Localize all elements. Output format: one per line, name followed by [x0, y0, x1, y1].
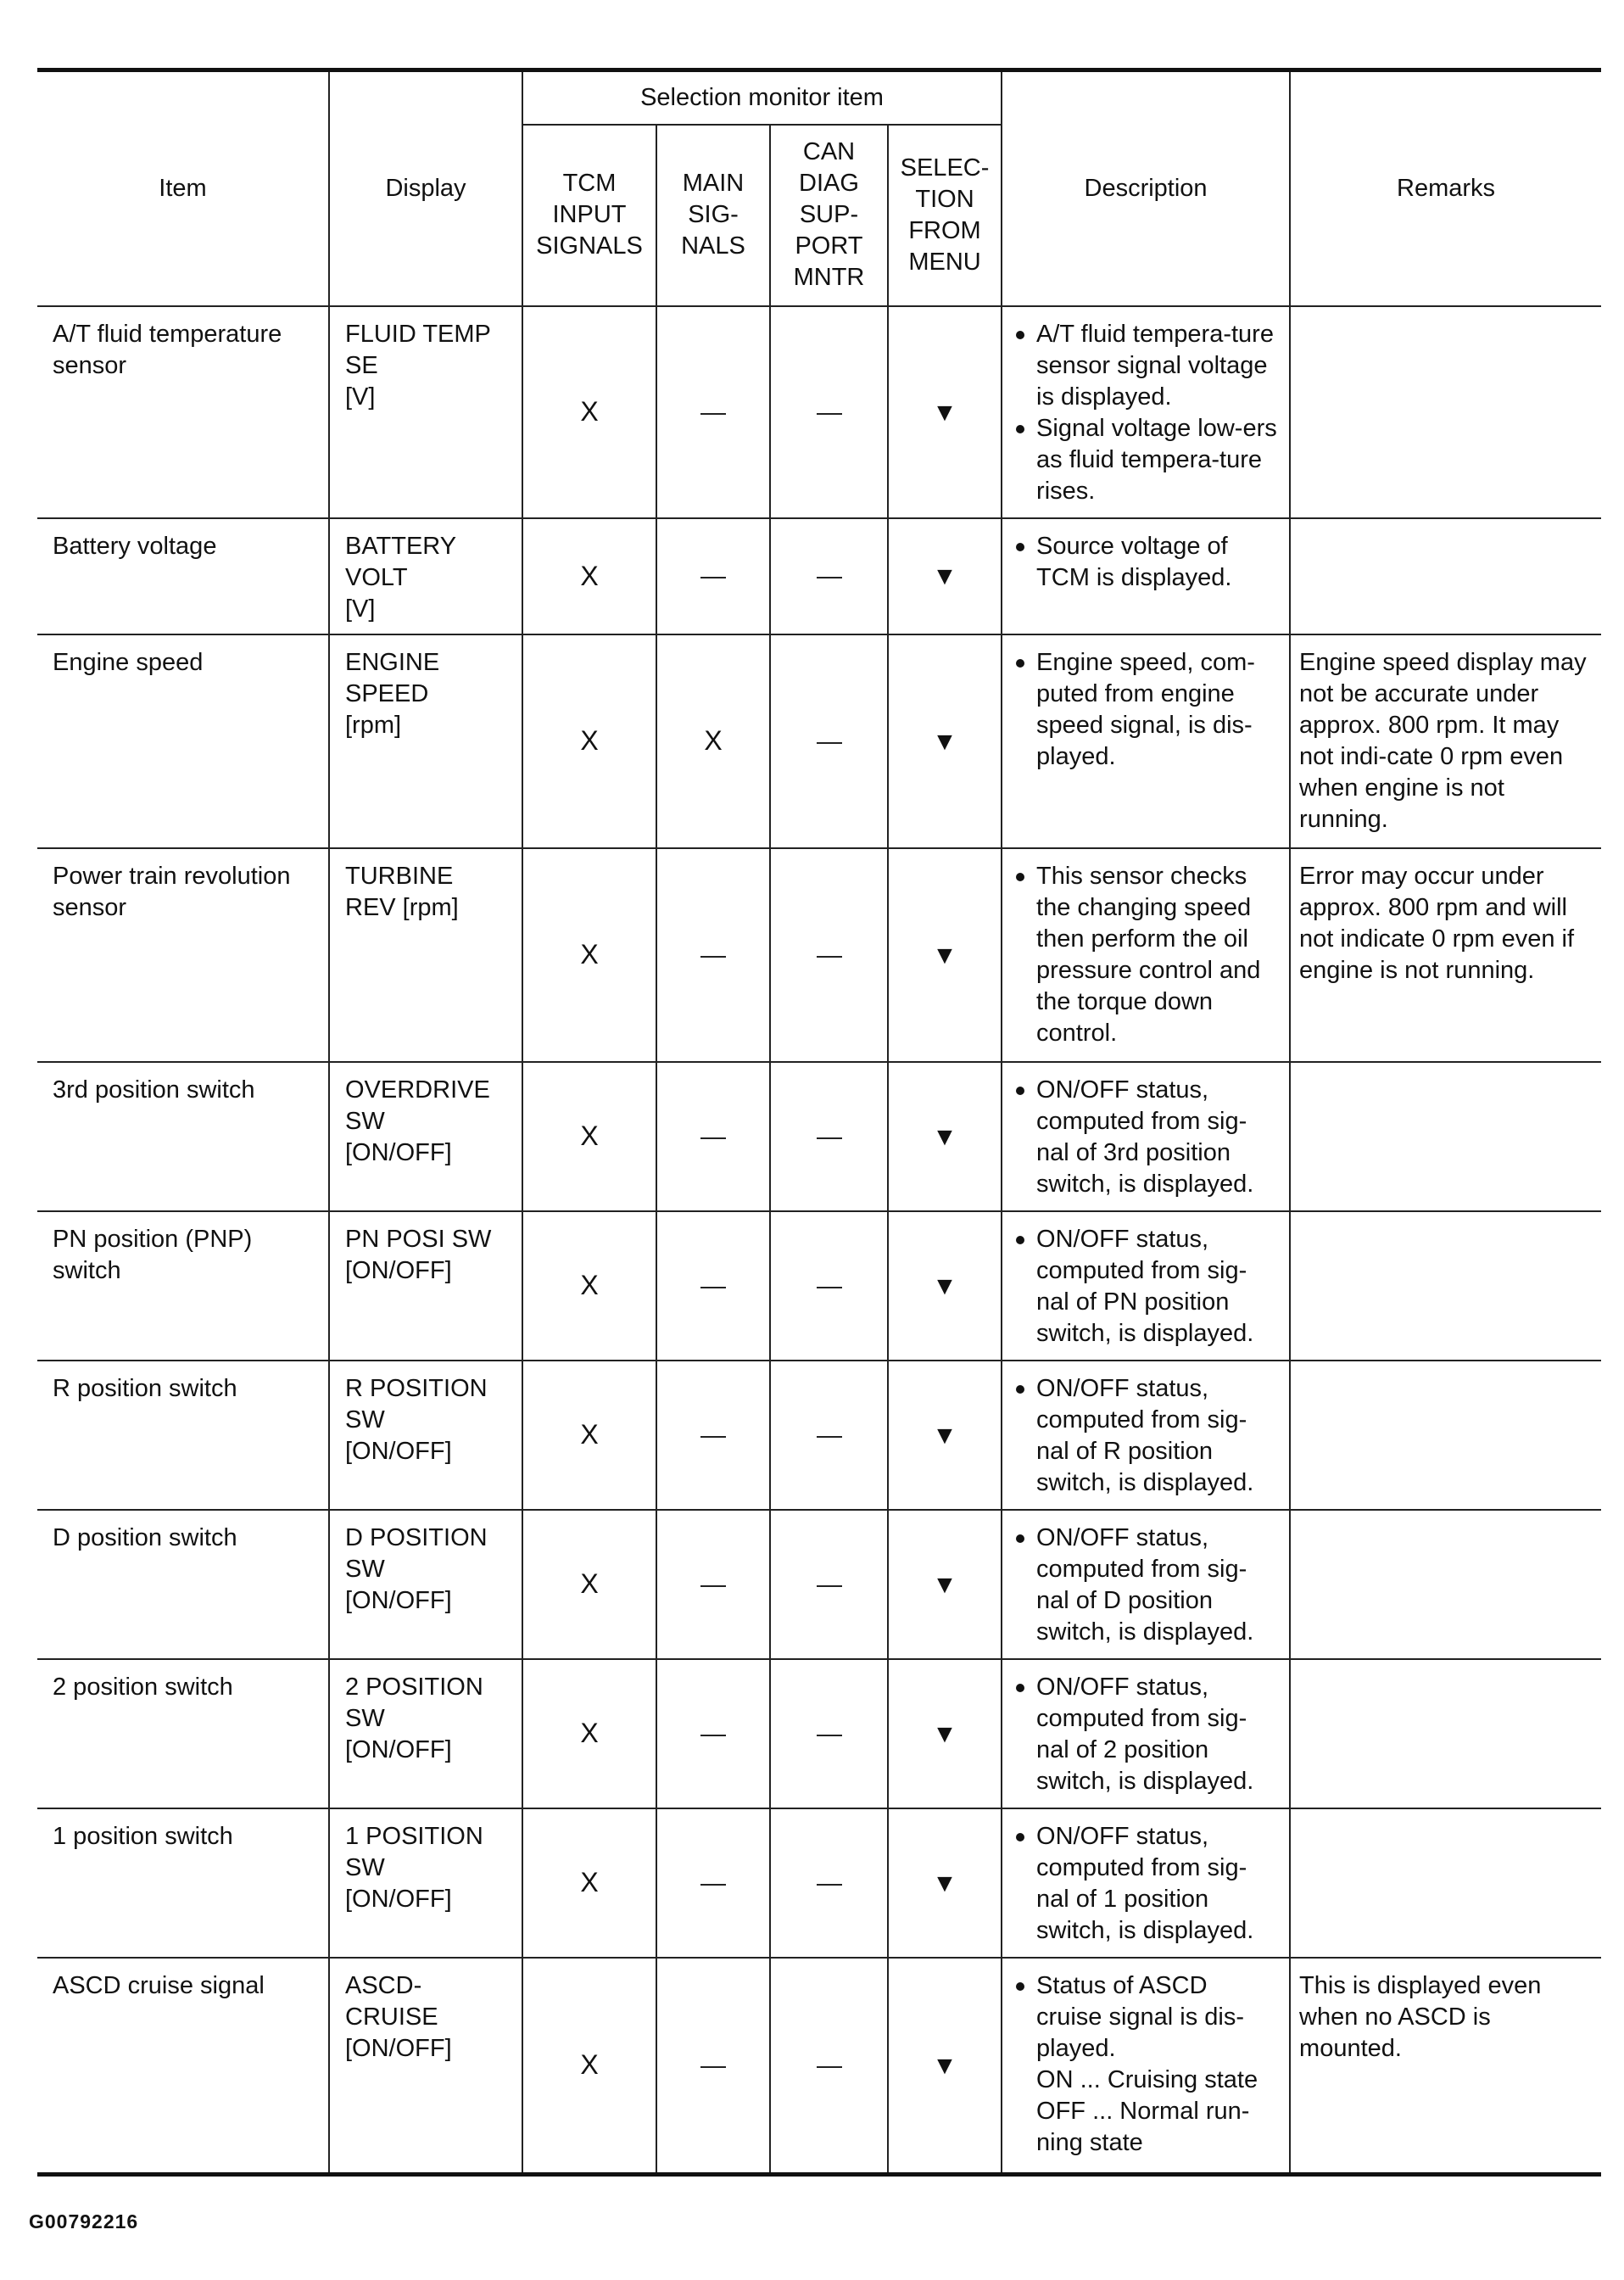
table-row [37, 518, 1601, 634]
table-body [37, 306, 1601, 2175]
cell-main-signals [656, 634, 770, 848]
down-triangle-icon: ▼ [932, 727, 957, 756]
description-list [1011, 1373, 1277, 1499]
cell-main-signals [656, 1361, 770, 1510]
cell-display [329, 1062, 522, 1211]
table-row [37, 848, 1601, 1062]
display-line: ENGINE [345, 648, 440, 676]
cell-can-diag-support-mntr [770, 1808, 888, 1958]
description-bullet: ON/OFF status, computed from sig-nal of 1 position switch, is displayed. [1011, 1821, 1277, 1947]
cell-remarks [1290, 1211, 1601, 1361]
down-triangle-icon: ▼ [932, 398, 957, 427]
cell-main-signals [656, 848, 770, 1062]
table-row [37, 306, 1601, 518]
cell-main-signals [656, 1510, 770, 1659]
display-line: TURBINE [345, 862, 454, 890]
header-item: Item [37, 70, 329, 306]
down-triangle-icon: ▼ [932, 562, 957, 590]
x-mark: X [580, 1867, 599, 1897]
display-line: R POSITION [345, 1374, 488, 1402]
dash-icon [817, 577, 842, 578]
table-row [37, 634, 1601, 848]
description-line: OFF ... Normal run-ning state [1036, 2097, 1250, 2156]
cell-selection-from-menu [888, 518, 1002, 634]
cell-description [1002, 1510, 1290, 1659]
cell-can-diag-support-mntr [770, 848, 888, 1062]
cell-selection-from-menu [888, 1062, 1002, 1211]
dash-icon [817, 1884, 842, 1886]
cell-can-diag-support-mntr [770, 518, 888, 634]
header-remarks: Remarks [1290, 70, 1601, 306]
cell-can-diag-support-mntr [770, 1958, 888, 2175]
cell-item: 3rd position switch [37, 1062, 329, 1211]
description-list [1011, 1075, 1277, 1200]
cell-selection-from-menu [888, 306, 1002, 518]
display-line: SW [345, 1704, 385, 1732]
table-row [37, 1510, 1601, 1659]
down-triangle-icon: ▼ [932, 1271, 957, 1300]
cell-selection-from-menu [888, 1808, 1002, 1958]
table-row [37, 1062, 1601, 1211]
display-line: [ON/OFF] [345, 1586, 452, 1614]
cell-remarks [1290, 1062, 1601, 1211]
dash-icon [817, 2066, 842, 2068]
dash-icon [700, 1585, 726, 1587]
down-triangle-icon: ▼ [932, 941, 957, 970]
cell-selection-from-menu [888, 1211, 1002, 1361]
selection-monitor-table [37, 68, 1601, 2177]
cell-remarks: Engine speed display may not be accurate under approx. 800 rpm. It may not indi-cate 0 rpm even when engine is not running. [1290, 634, 1601, 848]
down-triangle-icon: ▼ [932, 1421, 957, 1450]
cell-description [1002, 1958, 1290, 2175]
cell-item: Engine speed [37, 634, 329, 848]
header-description: Description [1002, 70, 1290, 306]
dash-icon [817, 413, 842, 415]
down-triangle-icon: ▼ [932, 1719, 957, 1748]
description-list [1011, 319, 1277, 507]
cell-item: A/T fluid temperature sensor [37, 306, 329, 518]
cell-remarks: Error may occur under approx. 800 rpm and will not indicate 0 rpm even if engine is not running. [1290, 848, 1601, 1062]
cell-item: D position switch [37, 1510, 329, 1659]
cell-can-diag-support-mntr [770, 1659, 888, 1808]
cell-can-diag-support-mntr [770, 306, 888, 518]
display-line: SW [345, 1555, 385, 1583]
description-list [1011, 861, 1277, 1049]
cell-tcm-input-signals [522, 634, 656, 848]
cell-display [329, 634, 522, 848]
cell-main-signals [656, 1211, 770, 1361]
down-triangle-icon: ▼ [932, 2051, 957, 2080]
cell-description [1002, 1808, 1290, 1958]
description-list [1011, 1523, 1277, 1648]
header-tcm-input-signals: TCM INPUT SIGNALS [522, 125, 656, 306]
down-triangle-icon: ▼ [932, 1869, 957, 1897]
display-line: 2 POSITION [345, 1673, 483, 1701]
description-list [1011, 1821, 1277, 1947]
cell-can-diag-support-mntr [770, 1062, 888, 1211]
figure-code: G00792216 [29, 2210, 139, 2232]
cell-can-diag-support-mntr [770, 1361, 888, 1510]
display-line: [rpm] [345, 711, 402, 739]
down-triangle-icon: ▼ [932, 1570, 957, 1599]
x-mark: X [580, 1718, 599, 1748]
x-mark: X [580, 939, 599, 970]
cell-tcm-input-signals [522, 518, 656, 634]
cell-selection-from-menu [888, 848, 1002, 1062]
cell-main-signals [656, 306, 770, 518]
cell-description [1002, 1211, 1290, 1361]
description-list [1011, 1224, 1277, 1350]
cell-main-signals [656, 1958, 770, 2175]
cell-remarks [1290, 306, 1601, 518]
cell-display [329, 1510, 522, 1659]
dash-icon [700, 1137, 726, 1139]
display-line: 1 POSITION [345, 1822, 483, 1850]
display-line: SW [345, 1107, 385, 1135]
cell-main-signals [656, 1659, 770, 1808]
cell-item: PN position (PNP) switch [37, 1211, 329, 1361]
cell-can-diag-support-mntr [770, 1211, 888, 1361]
dash-icon [700, 956, 726, 958]
header-selection-from-menu: SELEC-TION FROM MENU [888, 125, 1002, 306]
cell-tcm-input-signals [522, 1510, 656, 1659]
dash-icon [700, 1436, 726, 1438]
description-list [1011, 1672, 1277, 1797]
cell-description [1002, 1659, 1290, 1808]
x-mark: X [580, 1419, 599, 1450]
description-bullet: A/T fluid tempera-ture sensor signal voltage is displayed. [1011, 319, 1277, 413]
x-mark: X [580, 396, 599, 427]
description-bullet: Engine speed, com-puted from engine speed signal, is dis-played. [1011, 647, 1277, 773]
cell-selection-from-menu [888, 1659, 1002, 1808]
display-line: SW [345, 1405, 385, 1433]
display-line: ASCD- [345, 1971, 422, 1999]
cell-item: 1 position switch [37, 1808, 329, 1958]
header-main-signals: MAIN SIG-NALS [656, 125, 770, 306]
cell-tcm-input-signals [522, 1808, 656, 1958]
table-row [37, 1808, 1601, 1958]
display-line: [V] [345, 595, 376, 623]
cell-tcm-input-signals [522, 848, 656, 1062]
cell-tcm-input-signals [522, 1211, 656, 1361]
dash-icon [700, 1884, 726, 1886]
cell-remarks [1290, 1659, 1601, 1808]
cell-tcm-input-signals [522, 1361, 656, 1510]
display-line: BATTERY [345, 532, 457, 560]
dash-icon [817, 1137, 842, 1139]
cell-display [329, 848, 522, 1062]
cell-tcm-input-signals [522, 1062, 656, 1211]
cell-main-signals [656, 518, 770, 634]
table-row [37, 1958, 1601, 2175]
description-list [1011, 1970, 1277, 2065]
cell-display [329, 1808, 522, 1958]
description-line: ON ... Cruising state [1036, 2065, 1258, 2093]
cell-remarks [1290, 1361, 1601, 1510]
display-line: [V] [345, 383, 376, 411]
display-line: SPEED [345, 679, 429, 707]
description-list [1011, 531, 1277, 594]
dash-icon [817, 956, 842, 958]
dash-icon [700, 1287, 726, 1288]
dash-icon [817, 1735, 842, 1736]
dash-icon [817, 742, 842, 744]
cell-main-signals [656, 1062, 770, 1211]
display-line: [ON/OFF] [345, 1138, 452, 1166]
x-mark: X [580, 2049, 599, 2081]
description-bullet: ON/OFF status, computed from sig-nal of 3rd position switch, is displayed. [1011, 1075, 1277, 1200]
cell-tcm-input-signals [522, 1958, 656, 2175]
display-line: [ON/OFF] [345, 1256, 452, 1284]
cell-tcm-input-signals [522, 306, 656, 518]
display-line: [ON/OFF] [345, 1437, 452, 1465]
dash-icon [700, 1735, 726, 1736]
description-bullet: ON/OFF status, computed from sig-nal of 2 position switch, is displayed. [1011, 1672, 1277, 1797]
cell-can-diag-support-mntr [770, 1510, 888, 1659]
dash-icon [817, 1585, 842, 1587]
cell-description [1002, 634, 1290, 848]
table-row [37, 1211, 1601, 1361]
dash-icon [700, 2066, 726, 2068]
display-line: [ON/OFF] [345, 1885, 452, 1913]
cell-display [329, 1211, 522, 1361]
cell-description [1002, 1361, 1290, 1510]
display-line: SW [345, 1853, 385, 1881]
x-mark: X [704, 725, 723, 756]
cell-display [329, 1361, 522, 1510]
cell-display [329, 518, 522, 634]
header-display: Display [329, 70, 522, 306]
cell-description [1002, 306, 1290, 518]
description-bullet: ON/OFF status, computed from sig-nal of R position switch, is displayed. [1011, 1373, 1277, 1499]
display-line: [ON/OFF] [345, 2034, 452, 2062]
cell-main-signals [656, 1808, 770, 1958]
display-line: D POSITION [345, 1523, 488, 1551]
cell-selection-from-menu [888, 1958, 1002, 2175]
display-line: VOLT [345, 563, 408, 591]
x-mark: X [580, 1568, 599, 1599]
cell-selection-from-menu [888, 1361, 1002, 1510]
x-mark: X [580, 1120, 599, 1151]
header-can-diag-support-mntr: CAN DIAG SUP-PORT MNTR [770, 125, 888, 306]
header-selection-monitor-item: Selection monitor item [522, 70, 1002, 125]
display-line: SE [345, 351, 378, 379]
cell-item: Power train revolution sensor [37, 848, 329, 1062]
cell-description [1002, 848, 1290, 1062]
description-bullet: Source voltage of TCM is displayed. [1011, 531, 1277, 594]
cell-remarks [1290, 1510, 1601, 1659]
description-bullet: ON/OFF status, computed from sig-nal of PN position switch, is displayed. [1011, 1224, 1277, 1350]
description-bullet: Status of ASCD cruise signal is dis-played. [1011, 1970, 1277, 2065]
cell-selection-from-menu [888, 1510, 1002, 1659]
cell-display [329, 1659, 522, 1808]
display-line: FLUID TEMP [345, 320, 491, 348]
cell-remarks [1290, 518, 1601, 634]
dash-icon [817, 1436, 842, 1438]
dash-icon [700, 413, 726, 415]
cell-selection-from-menu [888, 634, 1002, 848]
x-mark: X [580, 1270, 599, 1300]
table-row [37, 1659, 1601, 1808]
display-line: REV [rpm] [345, 893, 459, 921]
table-row [37, 1361, 1601, 1510]
cell-item: Battery voltage [37, 518, 329, 634]
cell-item: 2 position switch [37, 1659, 329, 1808]
cell-remarks [1290, 1808, 1601, 1958]
display-line: [ON/OFF] [345, 1735, 452, 1763]
cell-display [329, 306, 522, 518]
cell-display [329, 1958, 522, 2175]
display-line: PN POSI SW [345, 1225, 492, 1253]
cell-item: R position switch [37, 1361, 329, 1510]
cell-description [1002, 1062, 1290, 1211]
cell-can-diag-support-mntr [770, 634, 888, 848]
x-mark: X [580, 725, 599, 756]
down-triangle-icon: ▼ [932, 1122, 957, 1151]
description-bullet: ON/OFF status, computed from sig-nal of D position switch, is displayed. [1011, 1523, 1277, 1648]
description-bullet: This sensor checks the changing speed then perform the oil pressure control and the torque down control. [1011, 861, 1277, 1049]
display-line: CRUISE [345, 2003, 438, 2031]
display-line: OVERDRIVE [345, 1076, 490, 1104]
dash-icon [817, 1287, 842, 1288]
dash-icon [700, 577, 726, 578]
x-mark: X [580, 560, 599, 591]
cell-remarks: This is displayed even when no ASCD is mounted. [1290, 1958, 1601, 2175]
description-list [1011, 647, 1277, 773]
cell-item: ASCD cruise signal [37, 1958, 329, 2175]
cell-tcm-input-signals [522, 1659, 656, 1808]
cell-description [1002, 518, 1290, 634]
description-bullet: Signal voltage low-ers as fluid tempera-ture rises. [1011, 413, 1277, 507]
